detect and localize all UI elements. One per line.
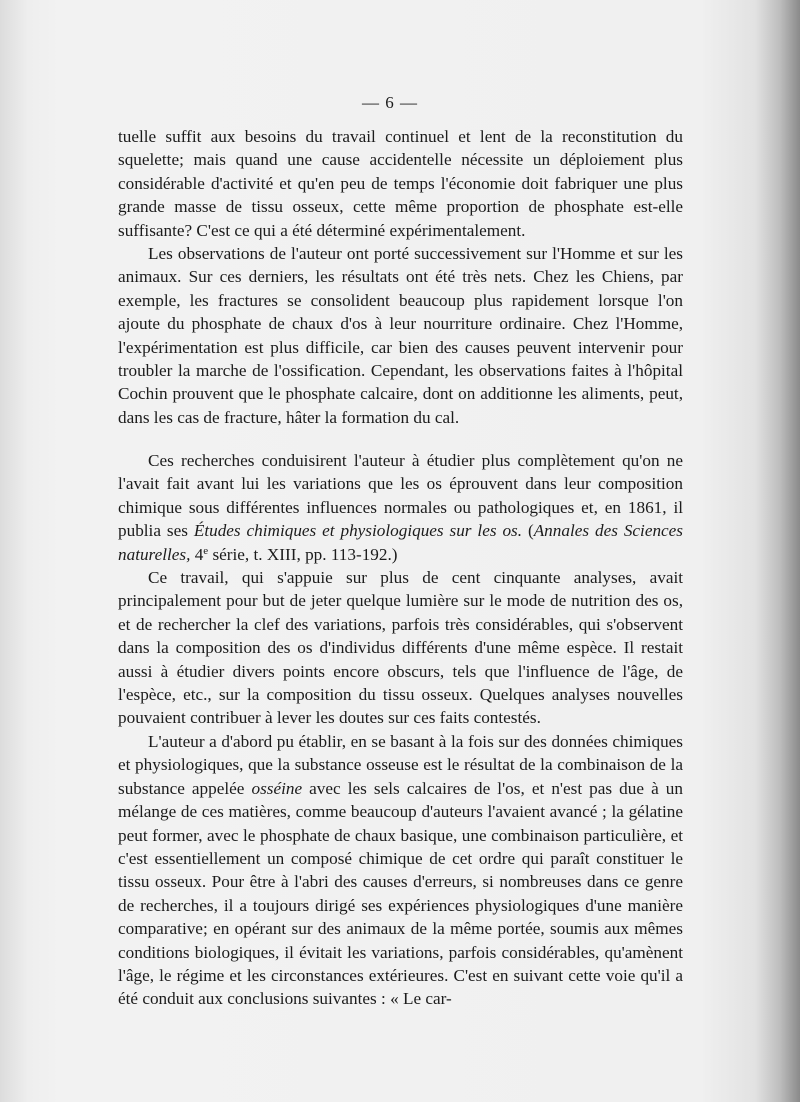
paragraph-p4 xyxy=(118,566,683,730)
paragraph-p2 xyxy=(118,242,683,429)
text-run: Les observations de l'auteur ont porté successivement sur l'Homme et sur les animaux. Sur ces derniers, les résultats ont été très nets. Chez les Chiens, par exemple, les fractures se consolident beaucoup plus rapidement lorsque l'on ajoute du phosphate de chaux d'os à leur nourriture ordinaire. Chez l'Homme, l'expérimentation est plus difficile, car bien des causes peuvent intervenir pour troubler la marche de l'ossification. Cependant, les observations faites à l'hôpital Cochin prouvent que le phosphate calcaire, dont on additionne les aliments, peut, dans les cas de fracture, hâter la formation du cal. xyxy=(118,244,683,427)
italic-text: Annales des Sciences naturelles, xyxy=(118,521,683,564)
superscript-text: e xyxy=(203,544,209,557)
text-run: avec les sels calcaires de l'os, et n'est pas due à un mélange de ces matières, comme beaucoup d'auteurs l'avaient avancé ; la gélatine peut former, avec le phosphate de chaux basique, une combinaison particulière, et c'est essentiellement un composé chimique de cet ordre qui paraît constituer le tissu osseux. Pour être à l'abri des causes d'erreurs, si nombreuses dans ce genre de recherches, il a toujours dirigé ses expériences physiologiques d'une manière comparative; en opérant sur des animaux de la même portée, soumis aux mêmes conditions biologiques, il évitait les variations, parfois considérables, qu'amènent l'âge, le régime et les circonstances extérieures. C'est en suivant cette voie qu'il a été conduit aux conclusions suivantes : « Le car- xyxy=(118,778,683,1009)
text-run: tuelle suffit aux besoins du travail continuel et lent de la reconstitution du squelette; mais quand une cause accidentelle nécessite un déploiement plus considérable d'activité et qu'en peu de temps l'économie doit fabriquer une plus grande masse de tissu osseux, cette même proportion de phosphate est-elle suffisante? C'est ce qui a été déterminé expérimentalement. xyxy=(118,127,683,240)
page-number: — 6 — xyxy=(362,93,418,112)
text-run: série, t. XIII, pp. 113-192.) xyxy=(208,544,398,564)
paragraph-p3 xyxy=(118,449,683,566)
italic-text: Études chimiques et physiologiques sur les os. xyxy=(193,521,523,541)
text-run: Ce travail, qui s'appuie sur plus de cent cinquante analyses, avait principalement pour but de jeter quelque lumière sur le mode de nutrition des os, et de rechercher la clef des variations, parfois très considérables, qui s'observent dans la composition des os d'individus différents d'une même espèce. Il restait aussi à étudier divers points encore obscurs, tels que l'influence de l'âge, de l'espèce, etc., sur la composition du tissu osseux. Quelques analyses nouvelles pouvaient contribuer à lever les doutes sur ces faits contestés. xyxy=(118,568,683,728)
text-run: 4 xyxy=(190,544,204,564)
text-block-bottom xyxy=(118,449,683,1011)
text-block-top xyxy=(118,125,683,429)
text-run: L'auteur a d'abord pu établir, en se basant à la fois sur des données chimiques et physiologiques, que la substance osseuse est le résultat de la combinaison de la substance appelée xyxy=(118,731,683,798)
paragraph-p5 xyxy=(118,730,683,1011)
italic-text: osséine xyxy=(251,778,303,798)
paragraph-p1 xyxy=(118,125,683,242)
text-run: ( xyxy=(522,521,534,541)
text-run: Ces recherches conduisirent l'auteur à étudier plus complètement qu'on ne l'avait fait avant lui les variations que les os éprouvent dans leur composition chimique sous différentes influences normales ou pathologiques et, en 1861, il publia ses xyxy=(118,451,683,541)
